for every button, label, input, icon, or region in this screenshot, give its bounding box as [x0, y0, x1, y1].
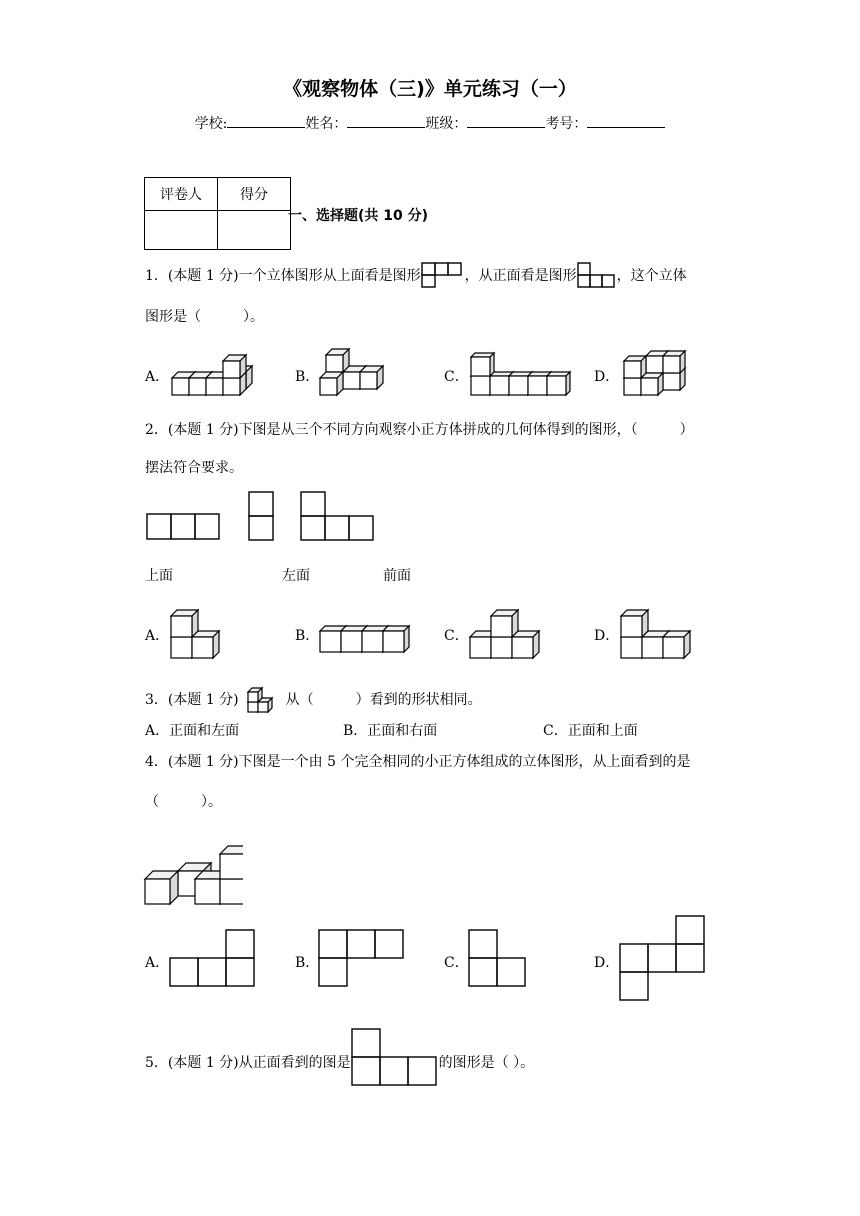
q1-top-view-figure — [421, 262, 465, 288]
student-info-line — [0, 113, 860, 133]
q1-line1 — [145, 262, 687, 288]
score-table — [144, 177, 291, 250]
q1-option-c-label[interactable]: C． — [444, 369, 469, 385]
q1-option-b-label[interactable]: B． — [295, 369, 320, 385]
school-label: 学校: — [194, 116, 228, 132]
q3-text-1: 3．(本题 1 分) — [145, 692, 239, 708]
q4-option-c-label[interactable]: C． — [444, 955, 469, 971]
q5-front-view-figure — [351, 1028, 439, 1086]
q4-option-d-label[interactable]: D． — [594, 955, 620, 971]
q2-option-d-label[interactable]: D． — [594, 628, 620, 644]
reviewer-header: 评卷人 — [145, 178, 218, 211]
q1-option-d-figure[interactable] — [622, 348, 692, 398]
q2-line1: 2．(本题 1 分)下图是从三个不同方向观察小正方体拼成的几何体得到的图形，（ ） — [145, 422, 694, 438]
q4-line2: （ ）。 — [145, 794, 222, 810]
q1-option-a-figure[interactable] — [170, 348, 254, 398]
q2-option-c-figure[interactable] — [468, 604, 552, 660]
q2-option-a-label[interactable]: A． — [145, 628, 170, 644]
q2-three-views — [144, 490, 378, 546]
number-blank[interactable] — [587, 113, 665, 128]
q2-view-left-label: 左面 — [282, 568, 310, 584]
class-blank[interactable] — [467, 113, 545, 128]
q2-view-front-label: 前面 — [383, 568, 411, 584]
q4-option-b-figure[interactable] — [318, 929, 406, 989]
q2-line2: 摆法符合要求。 — [145, 460, 243, 476]
number-label: 考号： — [545, 116, 588, 132]
q2-option-c-label[interactable]: C． — [444, 628, 469, 644]
score-header: 得分 — [218, 178, 291, 211]
q4-cube-figure — [143, 828, 243, 906]
q1-line2: 图形是（ ）。 — [145, 309, 264, 325]
q3-line — [145, 680, 482, 714]
q1-option-b-figure[interactable] — [318, 348, 384, 398]
q5-text-2: 的图形是（ ）。 — [438, 1055, 535, 1071]
q1-text-2: ，从正面看是图形 — [464, 268, 577, 284]
q1-option-d-label[interactable]: D． — [594, 369, 620, 385]
q3-text-2: 从（ ）看到的形状相同。 — [285, 692, 482, 708]
q4-option-d-figure[interactable] — [619, 914, 707, 1004]
q3-option-c[interactable]: C．正面和上面 — [543, 723, 638, 739]
page-title: 《观察物体（三)》单元练习（一） — [283, 78, 577, 100]
q2-option-b-label[interactable]: B． — [295, 628, 320, 644]
q1-text-1: 1．(本题 1 分)一个立体图形从上面看是图形 — [145, 268, 421, 284]
q4-option-b-label[interactable]: B． — [295, 955, 320, 971]
q4-option-a-label[interactable]: A． — [145, 955, 170, 971]
q3-option-b[interactable]: B．正面和右面 — [343, 723, 438, 739]
reviewer-cell[interactable] — [145, 211, 218, 250]
class-label: 班级： — [425, 116, 468, 132]
section-heading: 一、选择题(共 10 分) — [288, 208, 429, 224]
q4-line1: 4．(本题 1 分)下图是一个由 5 个完全相同的小正方体组成的立体图形，从上面看到的是 — [145, 754, 691, 770]
q4-option-c-figure[interactable] — [468, 929, 528, 989]
q2-view-top-label: 上面 — [145, 568, 173, 584]
q2-option-a-figure[interactable] — [169, 604, 231, 660]
name-label: 姓名： — [305, 116, 348, 132]
q3-option-a[interactable]: A．正面和左面 — [145, 723, 240, 739]
q1-front-view-figure — [577, 262, 617, 288]
q3-cube-figure — [245, 680, 283, 714]
q2-option-d-figure[interactable] — [619, 604, 699, 660]
q5-line — [145, 1028, 534, 1086]
score-cell[interactable] — [218, 211, 291, 250]
q2-option-b-figure[interactable] — [318, 608, 418, 654]
q1-option-a-label[interactable]: A． — [145, 369, 170, 385]
q1-text-3: ，这个立体 — [616, 268, 687, 284]
name-blank[interactable] — [347, 113, 425, 128]
q1-option-c-figure[interactable] — [469, 348, 579, 398]
school-blank[interactable] — [227, 113, 305, 128]
q5-text-1: 5．(本题 1 分)从正面看到的图是 — [145, 1055, 351, 1071]
q4-option-a-figure[interactable] — [169, 929, 257, 989]
